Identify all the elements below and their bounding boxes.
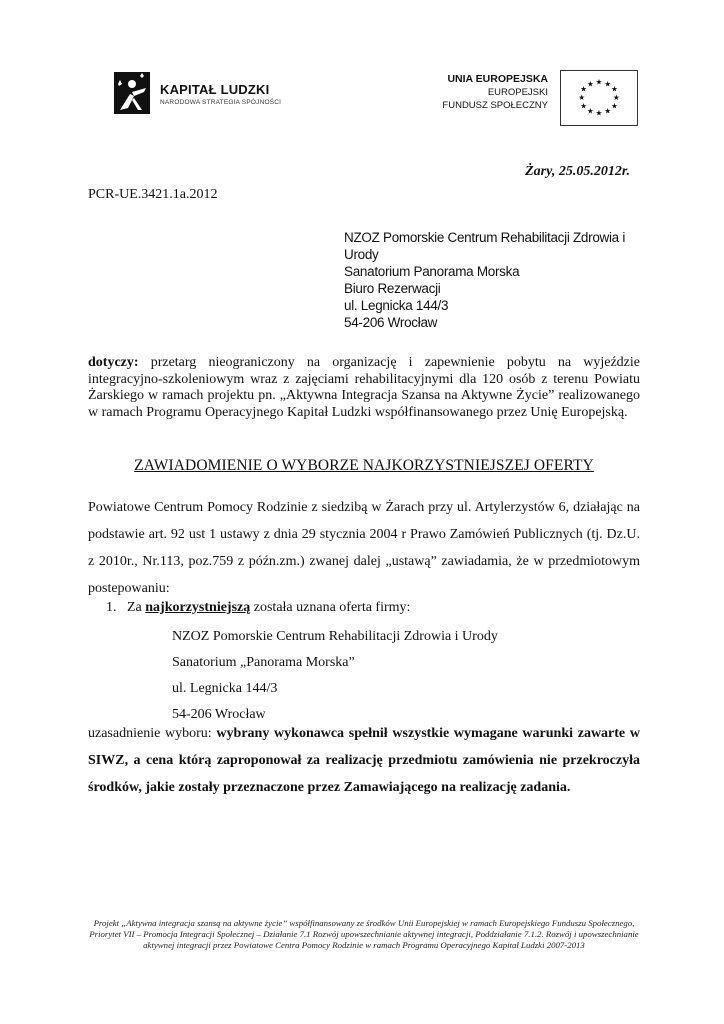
svg-text:★: ★ (580, 84, 588, 94)
eu-line-2: EUROPEJSKI (487, 87, 548, 98)
list-item (106, 600, 410, 616)
document-date: Żary, 25.05.2012r. (525, 164, 630, 179)
justification-label: uzasadnienie wyboru: (88, 726, 217, 741)
firm-line: Sanatorium „Panorama Morska” (172, 655, 355, 670)
firm-line: ul. Legnicka 144/3 (172, 681, 278, 696)
svg-text:★: ★ (595, 77, 603, 87)
item-bold: najkorzystniejszą (145, 600, 251, 615)
svg-text:★: ★ (610, 84, 618, 94)
svg-text:★: ★ (580, 101, 588, 111)
eu-line-1: UNIA EUROPEJSKA (447, 73, 548, 85)
subject-text: przetarg nieograniczony na organizację i zapewnienie pobytu na wyjeździe integracyjno-szkoleniowym wraz z zajęciami rehabilitacyjnymi dla 120 osób z terenu Powiatu Żarskiego w ramach projektu pn. „Aktywna Integracja Szansa na Aktywne Życie” realizowanego w ramach Programu Operacyjnego Kapitał Ludzki współfinansowanego przez Unię Europejską. (88, 355, 640, 420)
firm-line: NZOZ Pomorskie Centrum Rehabilitacji Zdrowia i Urody (172, 629, 498, 644)
subject-paragraph (88, 355, 640, 421)
svg-text:★: ★ (610, 101, 618, 111)
address-line: NZOZ Pomorskie Centrum Rehabilitacji Zdrowia i (344, 230, 626, 245)
kapital-ludzki-logo (110, 70, 310, 116)
subject-label: dotyczy: (88, 355, 139, 370)
kapital-ludzki-title: KAPITAŁ LUDZKI (160, 82, 270, 97)
svg-text:★: ★ (586, 106, 594, 116)
firm-line: 54-206 Wrocław (172, 707, 266, 722)
address-line: 54-206 Wrocław (344, 315, 438, 330)
kapital-ludzki-subtitle: NARODOWA STRATEGIA SPÓJNOŚCI (160, 99, 282, 106)
project-footer: Projekt „Aktywna integracja szansą na aktywne życie” współfinansowany ze środków Unii Europejskiej w ramach Europejskiego Funduszu Społecznego, Priorytet VII – Promocja Integracji Społecznej – Działanie 7.1 Rozwój upowszechnianie aktywnej integracji, Poddziałanie 7.1.2. Rozwój i upowszechnianie aktywnej integracji przez Powiatowe Centra Pomocy Rodzinie w ramach Programu Operacyjnego Kapitał Ludzki 2007-2013 (89, 918, 639, 950)
eu-flag-icon (560, 70, 638, 126)
reference-number: PCR-UE.3421.1a.2012 (88, 187, 218, 202)
kapital-ludzki-mark-icon (110, 70, 154, 116)
justification-paragraph (88, 720, 640, 801)
eu-line-3: FUNDUSZ SPOŁECZNY (442, 100, 548, 111)
item-number: 1. (106, 600, 117, 615)
svg-text:★: ★ (604, 79, 612, 89)
item-pre: Za (127, 600, 146, 615)
notice-heading: ZAWIADOMIENIE O WYBORZE NAJKORZYSTNIEJSZEJ OFERTY (134, 457, 594, 474)
svg-text:★: ★ (595, 108, 603, 118)
svg-text:★: ★ (604, 106, 612, 116)
address-line: ul. Legnicka 144/3 (344, 298, 449, 313)
justification-text: wybrany wykonawca spełnił wszystkie wymagane warunki zawarte w SIWZ, a cena którą zaproponował za realizację przedmiotu zamówienia nie przekroczyła środków, jakie zostały przeznaczone przez Zamawiającego na realizację zadania. (88, 726, 640, 795)
svg-text:★: ★ (612, 92, 620, 102)
item-post: została uznana oferta firmy: (250, 600, 411, 615)
intro-paragraph: Powiatowe Centrum Pomocy Rodzinie z siedzibą w Żarach przy ul. Artylerzystów 6, działając na podstawie art. 92 ust 1 ustawy z dnia 29 stycznia 2004 r Prawo Zamówień Publicznych (tj. Dz.U. z 2010r., Nr.113, poz.759 z późn.zm.) zwanej dalej „ustawą” zawiadamia, że w przedmiotowym postepowaniu: (88, 500, 640, 596)
selected-firm (172, 624, 498, 728)
eu-text (442, 72, 548, 112)
address-line: Biuro Rezerwacji (344, 281, 441, 296)
recipient-address (344, 229, 644, 331)
svg-text:★: ★ (578, 92, 586, 102)
address-line: Sanatorium Panorama Morska (344, 264, 520, 279)
address-line: Urody (344, 247, 379, 262)
svg-text:★: ★ (586, 79, 594, 89)
eu-logo-block (438, 70, 638, 116)
